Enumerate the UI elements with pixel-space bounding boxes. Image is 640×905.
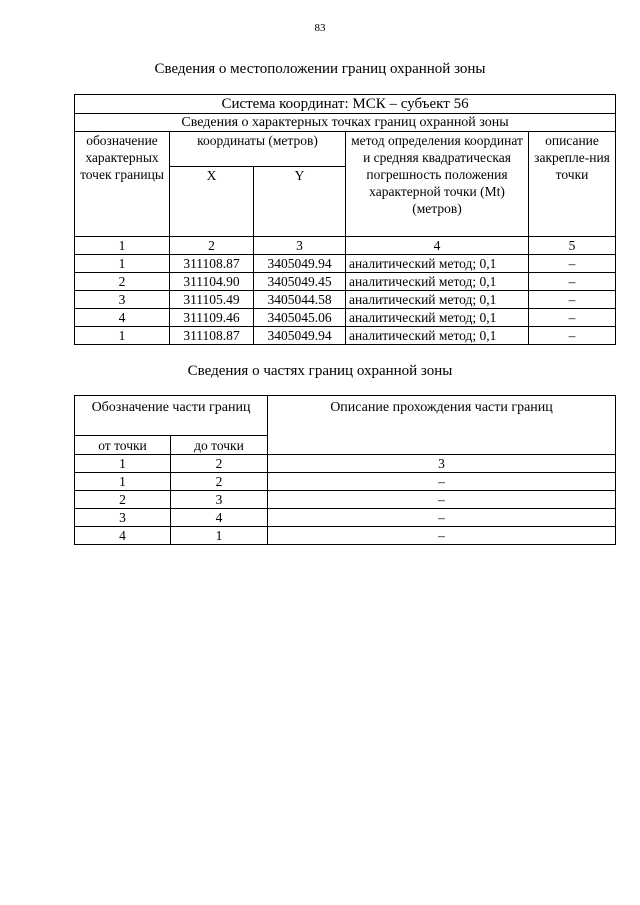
point-number: 1 [75,327,170,345]
method: аналитический метод; 0,1 [346,291,529,309]
point-description: – [529,291,616,309]
table-row [75,273,616,291]
coordinates-table [74,94,616,345]
table-row [75,473,616,491]
column-number: 3 [268,455,616,473]
table-row [75,327,616,345]
coord-x: 311105.49 [170,291,254,309]
column-number: 4 [346,237,529,255]
part-description: – [268,509,616,527]
coord-y: 3405049.45 [254,273,346,291]
coord-x: 311108.87 [170,255,254,273]
column-number: 1 [75,455,171,473]
column-number: 3 [254,237,346,255]
from-point: 3 [75,509,171,527]
parts-table [74,395,616,545]
part-description: – [268,473,616,491]
coord-x: 311108.87 [170,327,254,345]
part-description: – [268,491,616,509]
point-description: – [529,327,616,345]
coordinates-section-title: Сведения о местоположении границ охранной зоны [154,61,486,77]
point-description: – [529,309,616,327]
header-method: метод определения координат и средняя квадратическая погрешность положения характерной точки (Mt) (метров) [346,132,529,237]
method: аналитический метод; 0,1 [346,255,529,273]
coord-y: 3405044.58 [254,291,346,309]
header-y: Y [254,167,346,237]
column-number: 2 [170,237,254,255]
from-point: 2 [75,491,171,509]
column-number: 2 [171,455,268,473]
header-part-designation: Обозначение части границ [75,396,268,436]
from-point: 1 [75,473,171,491]
point-description: – [529,273,616,291]
table-row [75,291,616,309]
point-number: 3 [75,291,170,309]
point-description: – [529,255,616,273]
coord-x: 311104.90 [170,273,254,291]
column-number-row [75,455,616,473]
method: аналитический метод; 0,1 [346,327,529,345]
header-to-point: до точки [171,436,268,455]
coord-x: 311109.46 [170,309,254,327]
parts-section-title: Сведения о частях границ охранной зоны [187,363,453,379]
header-coordinates: координаты (метров) [170,132,346,167]
header-point-designation: обозначение характерных точек границы [75,132,170,237]
from-point: 4 [75,527,171,545]
coord-y: 3405045.06 [254,309,346,327]
point-number: 1 [75,255,170,273]
table-row [75,255,616,273]
method: аналитический метод; 0,1 [346,273,529,291]
to-point: 4 [171,509,268,527]
coord-y: 3405049.94 [254,327,346,345]
method: аналитический метод; 0,1 [346,309,529,327]
table-row [75,309,616,327]
header-x: X [170,167,254,237]
page-number: 83 [314,22,326,34]
part-description: – [268,527,616,545]
coord-y: 3405049.94 [254,255,346,273]
column-number: 1 [75,237,170,255]
table-row [75,509,616,527]
column-number-row [75,237,616,255]
coordinate-system: Система координат: МСК – субъект 56 [75,95,616,114]
header-part-description: Описание прохождения части границ [268,396,616,455]
header-from-point: от точки [75,436,171,455]
to-point: 3 [171,491,268,509]
point-number: 4 [75,309,170,327]
point-number: 2 [75,273,170,291]
table-row [75,527,616,545]
table-subtitle: Сведения о характерных точках границ охранной зоны [75,114,616,132]
column-number: 5 [529,237,616,255]
to-point: 2 [171,473,268,491]
header-description: описание закрепле-ния точки [529,132,616,237]
table-row [75,491,616,509]
to-point: 1 [171,527,268,545]
